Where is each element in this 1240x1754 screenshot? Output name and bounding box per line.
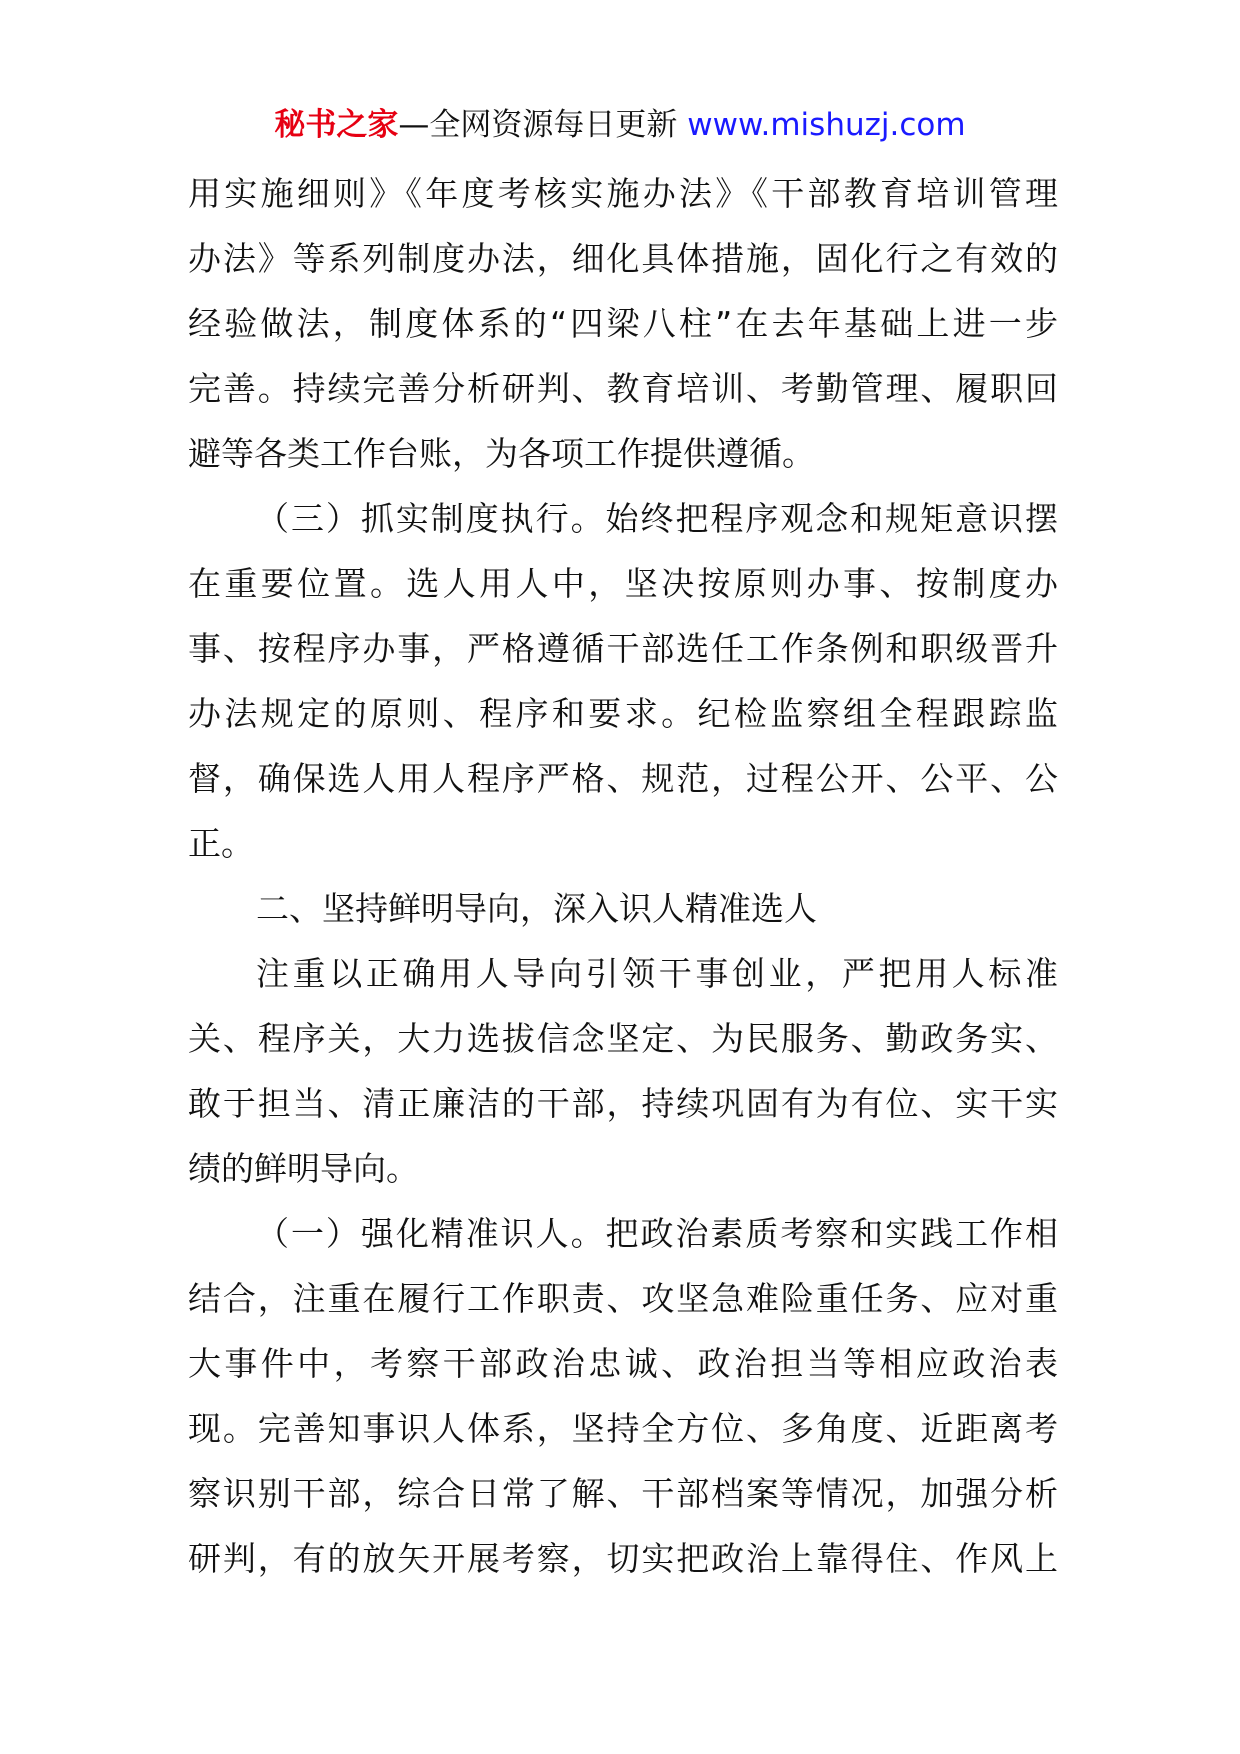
text-line: 办法》等系列制度办法，细化具体措施，固化行之有效的 bbox=[188, 239, 1058, 278]
text-line: 绩的鲜明导向。 bbox=[188, 1149, 419, 1188]
text-line: 现。完善知事识人体系，坚持全方位、多角度、近距离考 bbox=[188, 1409, 1058, 1448]
text-line: 察识别干部，综合日常了解、干部档案等情况，加强分析 bbox=[188, 1474, 1058, 1513]
paragraph-start-line: 注重以正确用人导向引领干事创业，严把用人标准 bbox=[256, 954, 1058, 993]
page-header bbox=[0, 100, 1240, 150]
text-line: 完善。持续完善分析研判、教育培训、考勤管理、履职回 bbox=[188, 369, 1058, 408]
text-line: 事、按程序办事，严格遵循干部选任工作条例和职级晋升 bbox=[188, 629, 1058, 668]
text-line: 在重要位置。选人用人中，坚决按原则办事、按制度办 bbox=[188, 564, 1058, 603]
text-line: 研判，有的放矢开展考察，切实把政治上靠得住、作风上 bbox=[188, 1539, 1058, 1578]
website-link[interactable]: www.mishuzj.com bbox=[687, 107, 966, 143]
header-tagline: —全网资源每日更新 bbox=[398, 107, 688, 143]
text-line: 避等各类工作台账，为各项工作提供遵循。 bbox=[188, 434, 815, 473]
section-heading: 二、坚持鲜明导向，深入识人精准选人 bbox=[256, 889, 817, 928]
text-line: 办法规定的原则、程序和要求。纪检监察组全程跟踪监 bbox=[188, 694, 1058, 733]
text-line: 敢于担当、清正廉洁的干部，持续巩固有为有位、实干实 bbox=[188, 1084, 1058, 1123]
text-line: 经验做法，制度体系的“四梁八柱”在去年基础上进一步 bbox=[188, 304, 1058, 343]
text-line: 关、程序关，大力选拔信念坚定、为民服务、勤政务实、 bbox=[188, 1019, 1058, 1058]
text-line: 结合，注重在履行工作职责、攻坚急难险重任务、应对重 bbox=[188, 1279, 1058, 1318]
document-body bbox=[188, 161, 1058, 1591]
text-line: 用实施细则》《年度考核实施办法》《干部教育培训管理 bbox=[188, 174, 1058, 213]
brand-name: 秘书之家 bbox=[274, 107, 399, 143]
text-line: 正。 bbox=[188, 824, 254, 863]
text-line: 督，确保选人用人程序严格、规范，过程公开、公平、公 bbox=[188, 759, 1058, 798]
paragraph-start-line: （一）强化精准识人。把政治素质考察和实践工作相 bbox=[256, 1214, 1058, 1253]
paragraph-start-line: （三）抓实制度执行。始终把程序观念和规矩意识摆 bbox=[256, 499, 1058, 538]
text-line: 大事件中，考察干部政治忠诚、政治担当等相应政治表 bbox=[188, 1344, 1058, 1383]
